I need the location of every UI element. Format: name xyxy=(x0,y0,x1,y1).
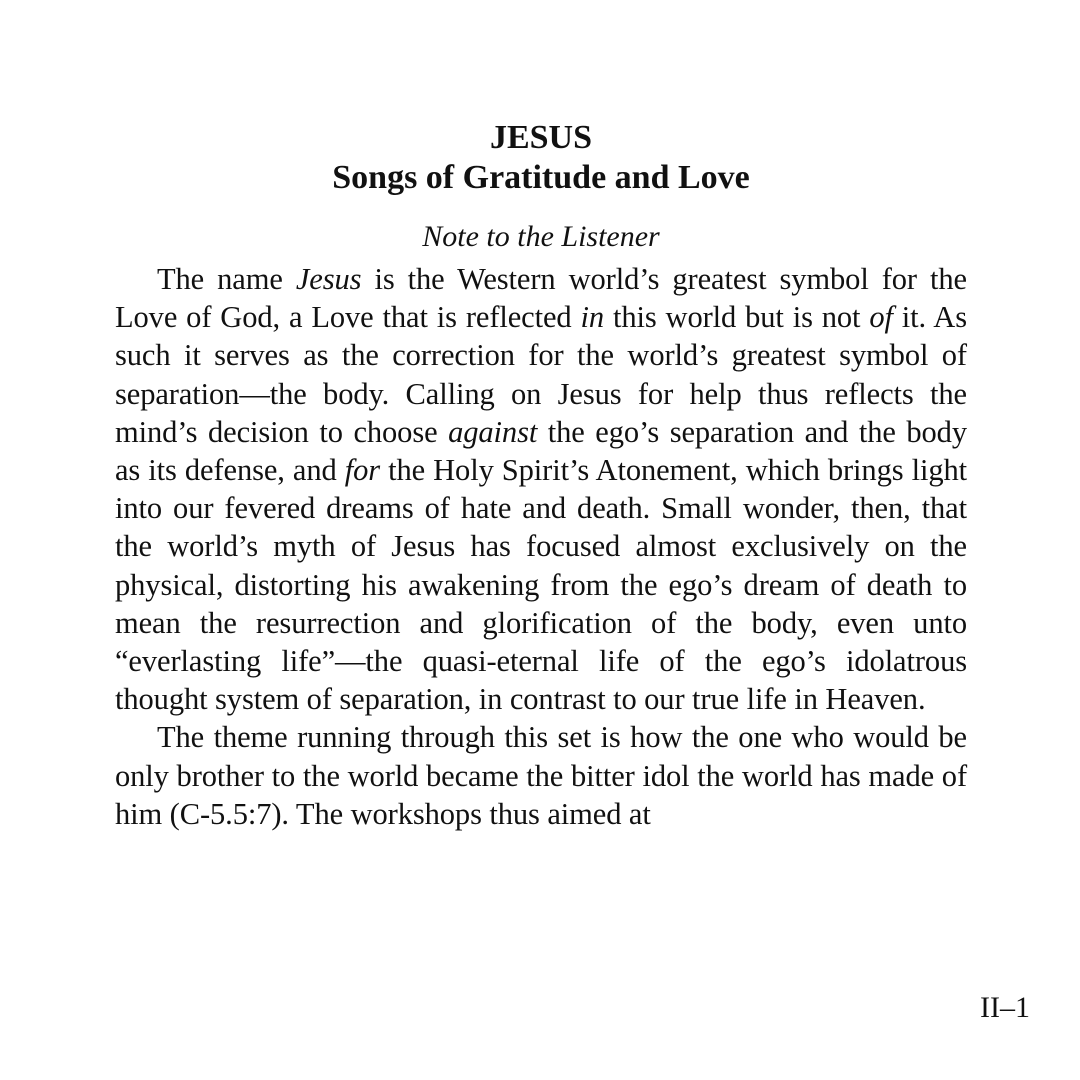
italic-run: in xyxy=(580,300,605,335)
italic-run: for xyxy=(344,453,381,488)
text-run: the ego’s separation and the body as its defense, and xyxy=(115,414,967,488)
page-number: II–1 xyxy=(980,991,1030,1024)
body-paragraph-1 xyxy=(115,260,967,718)
text-run: is the Western world’s greatest symbol for the Love of God, a Love that is reflected xyxy=(115,262,967,335)
page-subtitle: Songs of Gratitude and Love xyxy=(332,159,750,196)
page-content xyxy=(115,118,967,833)
page-title: JESUS xyxy=(489,119,593,156)
text-run: the Holy Spirit’s Atonement, which brings light into our fevered dreams of hate and death. Small wonder, then, that the world’s myth of Jesus has focused almost exclusively on the physical, distorting his awakening from the ego’s dream of death to mean the resurrection and glorification of the body, even unto “everlasting life”—the quasi-eternal life of the ego’s idolatrous thought system of separation, in contrast to our true life in Heaven. xyxy=(115,453,967,717)
text-run: this world but is not xyxy=(604,300,870,335)
italic-run: against xyxy=(448,414,538,449)
body-paragraph-2: The theme running through this set is how the one who would be only brother to the world became the bitter idol the world has made of him (C-5.5:7). The workshops thus aimed at xyxy=(115,720,967,831)
text-run: it. As such it serves as the correction for the world’s greatest symbol of separation—the body. Calling on Jesus for help thus reflects the mind’s decision to choose xyxy=(115,300,967,449)
italic-run: Jesus xyxy=(295,262,362,296)
italic-run: of xyxy=(869,300,893,335)
text-run: The name xyxy=(157,262,296,296)
section-heading: Note to the Listener xyxy=(422,220,660,253)
